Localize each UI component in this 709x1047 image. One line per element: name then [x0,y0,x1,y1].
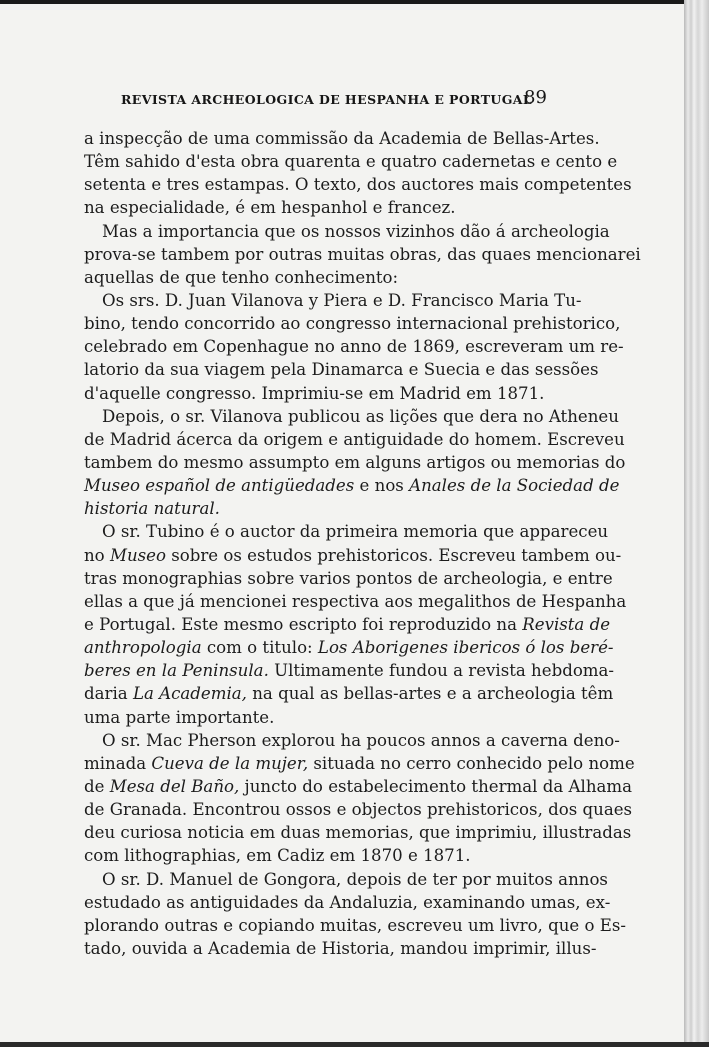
text-span: deu curiosa noticia em duas memorias, que imprimiu, illustradas [84,823,632,843]
text-line [84,520,609,543]
text-span: juncto do estabelecimento thermal da Alhama [239,776,633,796]
text-line [84,914,627,937]
text-line [84,335,624,358]
italic-span: Revista de [522,614,611,634]
text-line [84,173,632,196]
text-span: a inspecção de uma commissão da Academia de Bellas-Artes. [84,129,600,148]
italic-span: Cueva de la mujer, [151,753,309,773]
italic-span: La Academia, [132,684,247,704]
text-span: O sr. Mac Pherson explorou ha poucos annos a caverna deno- [102,730,620,750]
text-span: e Portugal. Este mesmo escripto foi reproduzido na [84,614,523,634]
text-span: na especialidade, é em hespanhol e francez. [84,198,456,218]
text-line [84,544,622,567]
text-line [84,636,614,659]
text-span: e nos [354,476,410,496]
text-line [84,775,633,798]
text-line [84,451,626,474]
text-line [84,821,632,844]
text-line [84,497,559,520]
text-span: na qual as bellas-artes e a archeologia têm [246,684,614,704]
body-text [84,127,641,960]
text-span: Os srs. D. Juan Vilanova y Piera e D. Francisco Maria Tu- [102,290,582,310]
text-span: O sr. Tubino é o auctor da primeira memoria que appareceu [102,522,609,542]
text-span: com o titulo: [201,638,318,658]
text-span: latorio da sua viagem pela Dinamarca e Suecia e das sessões [84,360,599,380]
italic-span: Mesa del Baño, [109,776,240,796]
text-line [84,706,559,729]
page-header [0,87,684,114]
text-line [84,289,582,312]
text-span: de [84,776,110,796]
text-span: O sr. D. Manuel de Gongora, depois de ter por muitos annos [102,869,608,889]
text-line [84,382,559,405]
text-span: de Granada. Encontrou ossos e objectos prehistoricos, dos quaes [84,800,633,820]
text-line [84,220,610,243]
text-span: estudado as antiguidades da Andaluzia, examinando umas, ex- [84,892,611,912]
text-line [84,682,614,705]
text-span: com lithographias, em Cadiz em 1870 e 1871. [84,846,471,866]
text-line [84,127,600,150]
text-line [84,844,559,867]
page-stack-edge [684,0,709,1047]
text-line [84,590,627,613]
book-page [0,4,684,1042]
italic-span: Museo español de antigüedades [84,476,355,496]
italic-span: Los Aborigenes ibericos ó los beré- [317,638,614,658]
text-span: situada no cerro conhecido pelo nome [308,753,635,773]
text-line [84,613,611,636]
text-span: de Madrid ácerca da origem e antiguidade do homem. Escreveu [84,429,625,449]
italic-span: Museo [109,545,166,565]
text-span: aquellas de que tenho conhecimento: [84,267,399,287]
text-span: minada [84,753,152,773]
text-line [84,798,633,821]
text-span: Depois, o sr. Vilanova publicou as lições que dera no Atheneu [102,406,619,426]
text-line [84,891,611,914]
text-span: tado, ouvida a Academia de Historia, mandou imprimir, illus- [84,938,597,958]
text-span: prova-se tambem por outras muitas obras, das quaes mencionarei [84,244,641,264]
text-span: uma parte importante. [84,707,275,727]
scan-border [0,1042,709,1047]
text-line [84,312,621,335]
text-line [84,196,559,219]
text-line [84,752,635,775]
text-span: d'aquelle congresso. Imprimiu-se em Madrid em 1871. [84,383,545,403]
text-line [84,729,620,752]
text-line [84,567,613,590]
text-span: plorando outras e copiando muitas, escreveu um livro, que o Es- [84,915,627,935]
text-line [84,659,615,682]
text-span: sobre os estudos prehistoricos. Escreveu tambem ou- [165,545,622,565]
text-span: ellas a que já mencionei respectiva aos megalithos de Hespanha [84,591,627,611]
text-span: tambem do mesmo assumpto em alguns artigos ou memorias do [84,452,626,472]
text-line [84,868,608,891]
italic-span: Anales de la Sociedad de [409,476,620,496]
text-span: daria [84,684,133,704]
text-span: setenta e tres estampas. O texto, dos auctores mais competentes [84,175,632,195]
text-line [84,428,625,451]
text-span: tras monographias sobre varios pontos de archeologia, e entre [84,568,613,588]
text-line [84,358,599,381]
text-span: bino, tendo concorrido ao congresso internacional prehistorico, [84,314,621,334]
italic-span: anthropologia [84,638,202,658]
text-span: no [84,545,110,565]
text-line [84,937,597,960]
text-span: Têm sahido d'esta obra quarenta e quatro cadernetas e cento e [84,152,618,172]
text-span: Ultimamente fundou a revista hebdoma- [268,661,615,681]
running-title: REVISTA ARCHEOLOGICA DE HESPANHA E PORTUGAL [121,92,533,107]
text-line [84,243,641,266]
text-line [84,405,619,428]
page-number: 89 [524,87,547,108]
text-span: Mas a importancia que os nossos vizinhos dão á archeologia [102,221,610,241]
text-line [84,266,559,289]
text-line [84,150,618,173]
text-span: celebrado em Copenhague no anno de 1869, escreveram um re- [84,337,624,357]
text-line [84,474,620,497]
italic-span: historia natural. [84,499,220,519]
italic-span: beres en la Peninsula. [84,661,269,681]
